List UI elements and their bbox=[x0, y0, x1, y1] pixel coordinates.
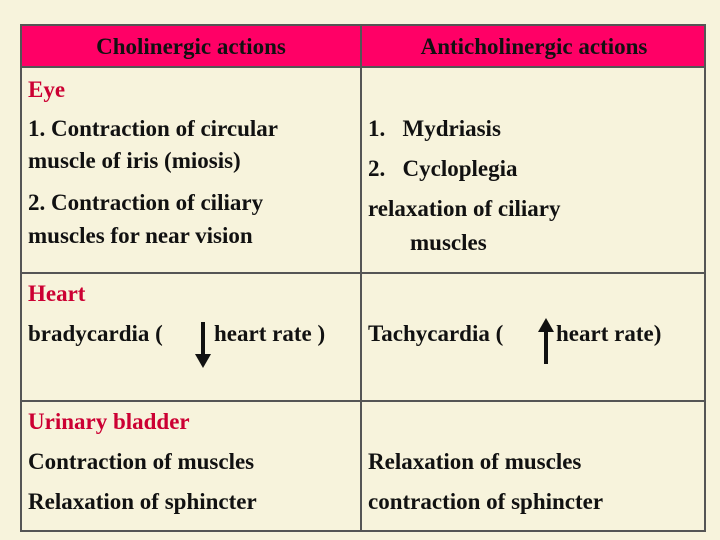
header-cholinergic: Cholinergic actions bbox=[96, 34, 286, 59]
heart-title: Heart bbox=[28, 281, 86, 306]
eye-anti-2: 2. Cycloplegia bbox=[368, 156, 518, 181]
eye-anti-3a: relaxation of ciliary bbox=[368, 196, 561, 221]
bladder-chol-2: Relaxation of sphincter bbox=[28, 489, 257, 514]
bladder-anti-1: Relaxation of muscles bbox=[368, 449, 582, 474]
arrow-up-icon bbox=[536, 316, 556, 366]
heart-chol-b: heart rate ) bbox=[214, 321, 326, 346]
column-divider bbox=[360, 26, 362, 530]
row-divider-heart bbox=[22, 400, 704, 402]
heart-anti-b: heart rate) bbox=[556, 321, 662, 346]
header-anticholinergic: Anticholinergic actions bbox=[420, 34, 648, 59]
eye-chol-1a: 1. Contraction of circular bbox=[28, 116, 278, 141]
table-header bbox=[22, 26, 704, 68]
eye-anti-1: 1. Mydriasis bbox=[368, 116, 501, 141]
heart-chol-a: bradycardia ( bbox=[28, 321, 163, 346]
eye-anti-3b: muscles bbox=[410, 230, 487, 255]
arrow-down-icon bbox=[193, 320, 213, 370]
heart-anti-a: Tachycardia ( bbox=[368, 321, 504, 346]
eye-chol-1b: muscle of iris (miosis) bbox=[28, 148, 241, 173]
bladder-chol-1: Contraction of muscles bbox=[28, 449, 255, 474]
bladder-title: Urinary bladder bbox=[28, 409, 190, 434]
eye-chol-2b: muscles for near vision bbox=[28, 223, 253, 248]
bladder-anti-2: contraction of sphincter bbox=[368, 489, 604, 514]
eye-chol-2a: 2. Contraction of ciliary bbox=[28, 190, 264, 215]
row-divider-eye bbox=[22, 272, 704, 274]
eye-title: Eye bbox=[28, 77, 66, 102]
